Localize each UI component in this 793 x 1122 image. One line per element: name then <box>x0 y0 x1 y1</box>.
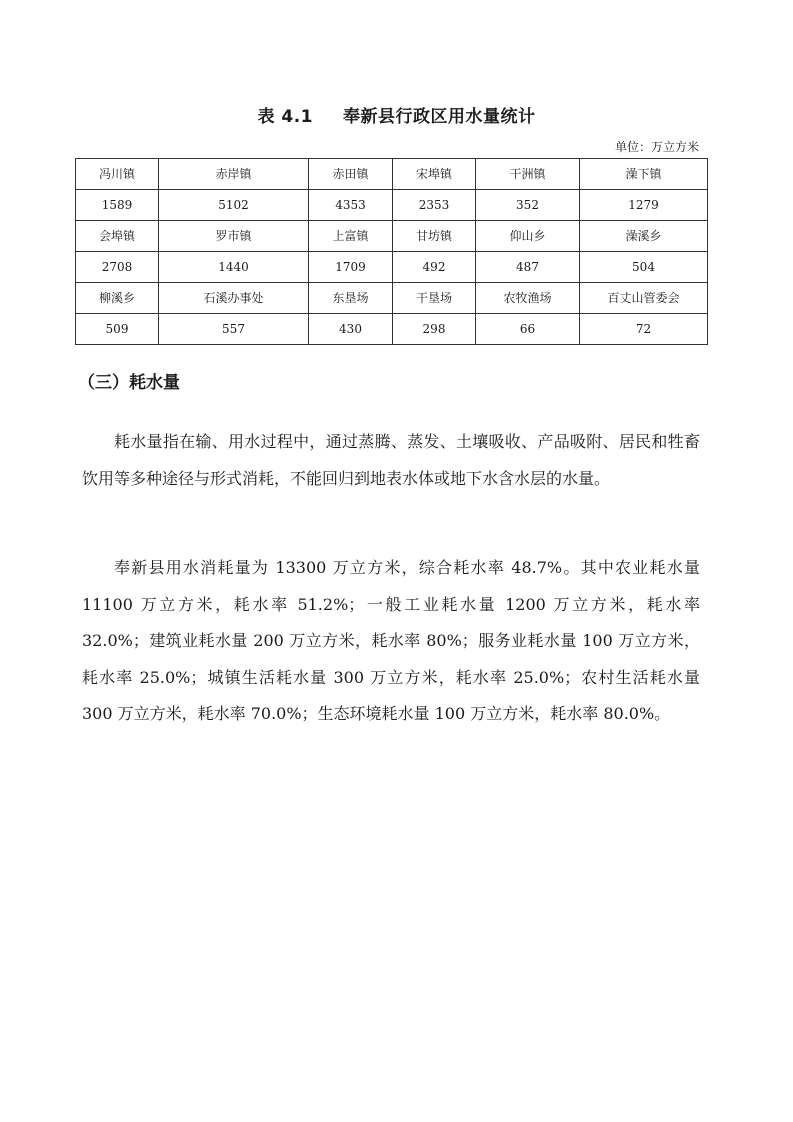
table-cell: 72 <box>580 314 708 345</box>
table-cell: 柳溪乡 <box>76 283 159 314</box>
table-cell: 罗市镇 <box>159 221 309 252</box>
table-row-towns-1 <box>76 159 708 190</box>
table-cell: 352 <box>476 190 580 221</box>
table-cell: 4353 <box>309 190 393 221</box>
table-cell: 2708 <box>76 252 159 283</box>
table-cell: 冯川镇 <box>76 159 159 190</box>
table-cell: 66 <box>476 314 580 345</box>
unit-label: 单位：万立方米 <box>614 140 699 154</box>
table-cell: 澡溪乡 <box>580 221 708 252</box>
table-cell: 487 <box>476 252 580 283</box>
table-cell: 1440 <box>159 252 309 283</box>
table-cell: 430 <box>309 314 393 345</box>
table-title <box>0 104 793 130</box>
table-cell: 甘坊镇 <box>393 221 476 252</box>
table-cell: 557 <box>159 314 309 345</box>
table-cell: 农牧渔场 <box>476 283 580 314</box>
table-cell: 澡下镇 <box>580 159 708 190</box>
table-cell: 5102 <box>159 190 309 221</box>
table-cell: 504 <box>580 252 708 283</box>
table-cell: 2353 <box>393 190 476 221</box>
table-cell: 百丈山管委会 <box>580 283 708 314</box>
section-heading: （三）耗水量 <box>78 373 180 393</box>
table-row-values-3 <box>76 314 708 345</box>
table-cell: 干洲镇 <box>476 159 580 190</box>
table-cell: 298 <box>393 314 476 345</box>
table-cell: 石溪办事处 <box>159 283 309 314</box>
table-cell: 1709 <box>309 252 393 283</box>
table-cell: 赤田镇 <box>309 159 393 190</box>
table-cell: 东垦场 <box>309 283 393 314</box>
table-cell: 1279 <box>580 190 708 221</box>
table-cell: 赤岸镇 <box>159 159 309 190</box>
table-cell: 干垦场 <box>393 283 476 314</box>
table-row-values-2 <box>76 252 708 283</box>
table-row-towns-3 <box>76 283 708 314</box>
table-cell: 会埠镇 <box>76 221 159 252</box>
table-cell: 上富镇 <box>309 221 393 252</box>
table-cell: 1589 <box>76 190 159 221</box>
table-cell: 509 <box>76 314 159 345</box>
paragraph-definition: 耗水量指在输、用水过程中，通过蒸腾、蒸发、土壤吸收、产品吸附、居民和牲畜饮用等多种途径与形式消耗，不能回归到地表水体或地下水含水层的水量。 <box>82 432 700 488</box>
table-cell: 仰山乡 <box>476 221 580 252</box>
table-row-towns-2 <box>76 221 708 252</box>
table-cell: 宋埠镇 <box>393 159 476 190</box>
table-number: 表 4.1 <box>257 107 314 127</box>
table-title-text: 奉新县行政区用水量统计 <box>343 107 536 127</box>
paragraph-consumption: 奉新县用水消耗量为 13300 万立方米，综合耗水率 48.7%。其中农业耗水量 11100 万立方米，耗水率 51.2%；一般工业耗水量 1200 万立方米，耗水率 32.0%；建筑业耗水量 200 万立方米，耗水率 80%；服务业耗水量 100 万立方米，耗水率 25.0%；城镇生活耗水量 300 万立方米，耗水率 25.0%；农村生活耗水量 300 万立方米，耗水率 70.0%；生态环境耗水量 100 万立方米，耗水率 80.0%。 <box>82 558 700 723</box>
water-use-table <box>75 158 708 345</box>
table-row-values-1 <box>76 190 708 221</box>
table-cell: 492 <box>393 252 476 283</box>
